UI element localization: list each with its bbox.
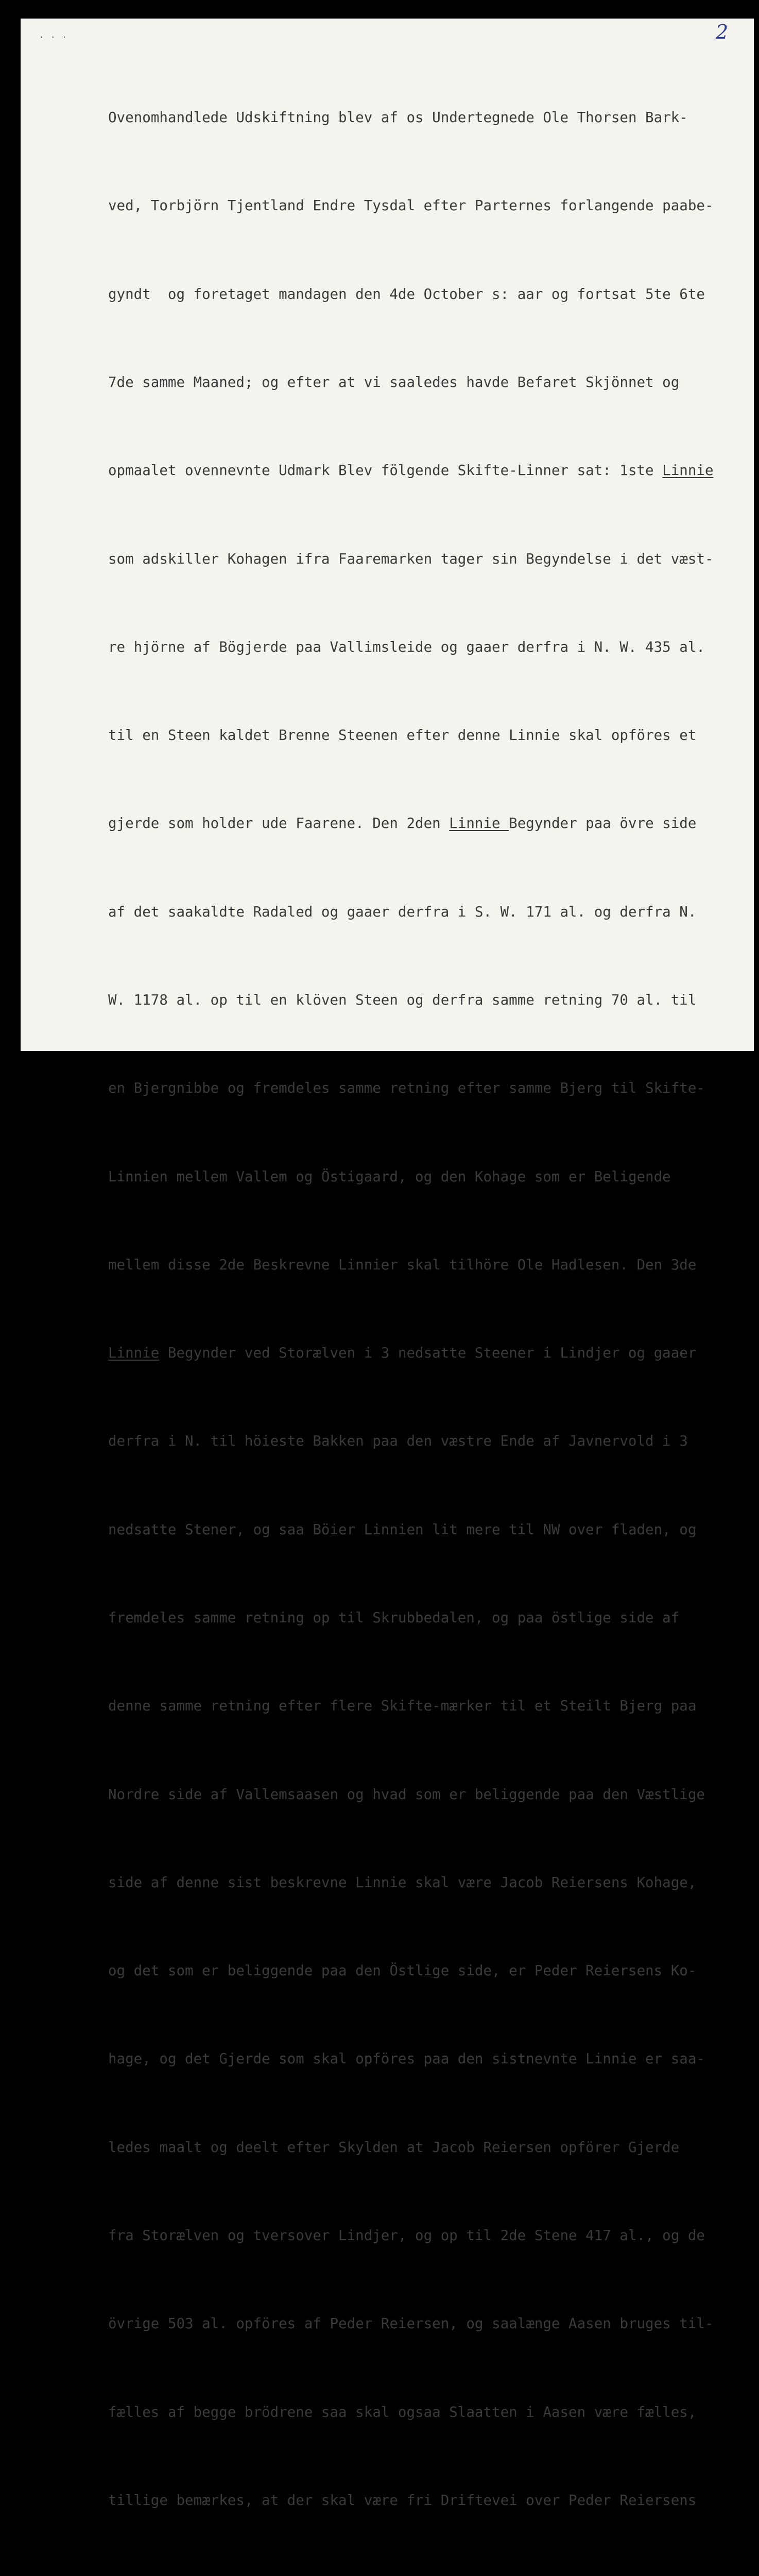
text-line: mellem disse 2de Beskrevne Linnier skal tilhöre Ole Hadlesen. Den 3de — [108, 1256, 697, 1273]
text-line: gyndt og foretaget mandagen den 4de October s: aar og fortsat 5te 6te — [108, 285, 705, 302]
text-line: hage, og det Gjerde som skal opföres paa den sistnevnte Linnie er saa- — [108, 2050, 705, 2067]
underlined-word: Linnie — [662, 462, 714, 479]
text-line — [108, 1338, 747, 1368]
text-segment: opmaalet ovennevnte Udmark Blev fölgende Skifte-Linner sat: 1ste — [108, 462, 663, 479]
text-line — [108, 2574, 747, 2576]
text-line: fælles af begge brödrene saa skal ogsaa Slaatten i Aasen være fælles, — [108, 2403, 697, 2420]
text-line: side af denne sist beskrevne Linnie skal være Jacob Reiersens Kohage, — [108, 1874, 697, 1891]
text-line: 7de samme Maaned; og efter at vi saaledes havde Befaret Skjönnet og — [108, 374, 680, 391]
text-line: til en Steen kaldet Brenne Steenen efter denne Linnie skal opföres et — [108, 727, 697, 744]
text-line: og det som er beliggende paa den Östlige side, er Peder Reiersens Ko- — [108, 1962, 697, 1979]
page-number: 2 — [716, 21, 729, 43]
text-line: ledes maalt og deelt efter Skylden at Jacob Reiersen opförer Gjerde — [108, 2139, 680, 2156]
text-line: en Bjergnibbe og fremdeles samme retning efter samme Bjerg til Skifte- — [108, 1080, 705, 1097]
text-segment: Begynder ved Storælven i 3 nedsatte Steener i Lindjer og gaaer — [159, 1345, 697, 1362]
underlined-word: Linnie — [108, 1345, 160, 1362]
text-line: derfra i N. til höieste Bakken paa den væstre Ende af Javnervold i 3 — [108, 1433, 688, 1450]
text-line: nedsatte Stener, og saa Böier Linnien lit mere til NW over fladen, og — [108, 1521, 697, 1538]
text-line: som adskiller Kohagen ifra Faaremarken tager sin Begyndelse i det væst- — [108, 550, 714, 567]
text-line: övrige 503 al. opföres af Peder Reiersen, og saalænge Aasen bruges til- — [108, 2315, 714, 2332]
text-line: ved, Torbjörn Tjentland Endre Tysdal efter Parternes forlangende paabe- — [108, 197, 714, 214]
scan-marks: . . . — [40, 30, 69, 40]
text-segment: Begynder paa övre side — [509, 815, 697, 832]
text-line: fremdeles samme retning op til Skrubbedalen, og paa östlige side af — [108, 1609, 680, 1626]
text-line: Linnien mellem Vallem og Östigaard, og den Kohage som er Beligende — [108, 1168, 671, 1185]
text-line: denne samme retning efter flere Skifte-mærker til et Steilt Bjerg paa — [108, 1698, 697, 1715]
underlined-word: Linnie — [449, 815, 509, 832]
text-line: re hjörne af Bögjerde paa Vallimsleide og gaaer derfra i N. W. 435 al. — [108, 638, 705, 655]
text-line: fra Storælven og tversover Lindjer, og op til 2de Stene 417 al., og de — [108, 2227, 705, 2244]
text-line: af det saakaldte Radaled og gaaer derfra i S. W. 171 al. og derfra N. — [108, 903, 697, 920]
text-line: Nordre side af Vallemsaasen og hvad som er beliggende paa den Væstlige — [108, 1786, 705, 1803]
text-line: W. 1178 al. op til en klöven Steen og derfra samme retning 70 al. til — [108, 992, 697, 1008]
text-segment: gjerde som holder ude Faarene. Den 2den — [108, 815, 450, 832]
text-line: Ovenomhandlede Udskiftning blev af os Undertegnede Ole Thorsen Bark- — [108, 109, 688, 126]
text-line — [108, 456, 747, 485]
typewritten-text — [108, 44, 747, 2576]
text-line: tillige bemærkes, at der skal være fri Driftevei over Peder Reiersens — [108, 2492, 697, 2509]
text-line — [108, 809, 747, 838]
